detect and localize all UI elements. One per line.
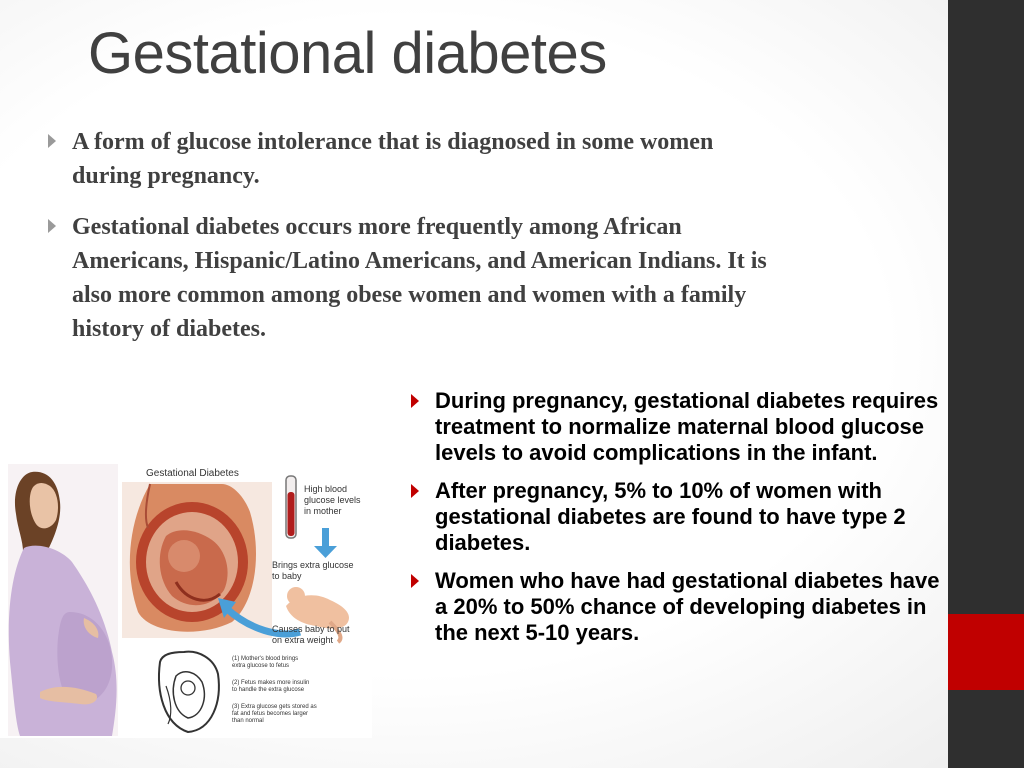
bullet-text: After pregnancy, 5% to 10% of women with gestational diabetes are found to have type 2 diabetes. <box>435 478 906 555</box>
extra-glucose-label: Brings extra glucose to baby <box>272 560 354 581</box>
bullet-text: During pregnancy, gestational diabetes requires treatment to normalize maternal blood glucose levels to avoid complications in the infant. <box>435 388 939 465</box>
list-item <box>44 125 774 193</box>
bullet-text: Gestational diabetes occurs more frequently among African Americans, Hispanic/Latino Americans, and American Indians. It is also more common among obese women and women with a family history of diabetes. <box>72 214 767 342</box>
list-item <box>44 210 774 346</box>
step-1-text: (1) Mother's blood brings extra glucose to fetus <box>232 656 299 669</box>
pregnant-woman-image <box>8 464 118 736</box>
blood-tube-icon <box>286 476 296 538</box>
bullet-arrow-icon <box>409 393 421 409</box>
list-item <box>407 568 952 646</box>
bullet-arrow-icon <box>409 483 421 499</box>
sidebar-accent-block <box>948 614 1024 690</box>
right-bullet-list <box>407 388 952 658</box>
bullet-arrow-icon <box>409 573 421 589</box>
step-3-text: (3) Extra glucose gets stored as fat and fetus becomes larger than normal <box>232 704 317 724</box>
extra-weight-label: Causes baby to put on extra weight <box>272 624 350 645</box>
bullet-arrow-icon <box>46 218 58 234</box>
step-2-text: (2) Fetus makes more insulin to handle the extra glucose <box>232 680 310 693</box>
top-bullet-list <box>44 125 774 363</box>
blood-glucose-label: High blood glucose levels in mother <box>304 484 361 516</box>
uterus-diagram-image <box>152 648 226 736</box>
gestational-diabetes-illustration <box>0 462 372 738</box>
illustration-title: Gestational Diabetes <box>146 468 239 479</box>
bullet-text: A form of glucose intolerance that is diagnosed in some women during pregnancy. <box>72 129 714 189</box>
bullet-arrow-icon <box>46 133 58 149</box>
bullet-text: Women who have had gestational diabetes have a 20% to 50% chance of developing diabetes in the next 5-10 years. <box>435 568 940 645</box>
womb-cross-section-image <box>122 482 272 638</box>
list-item <box>407 478 952 556</box>
slide-title: Gestational diabetes <box>88 21 607 86</box>
list-item <box>407 388 952 466</box>
